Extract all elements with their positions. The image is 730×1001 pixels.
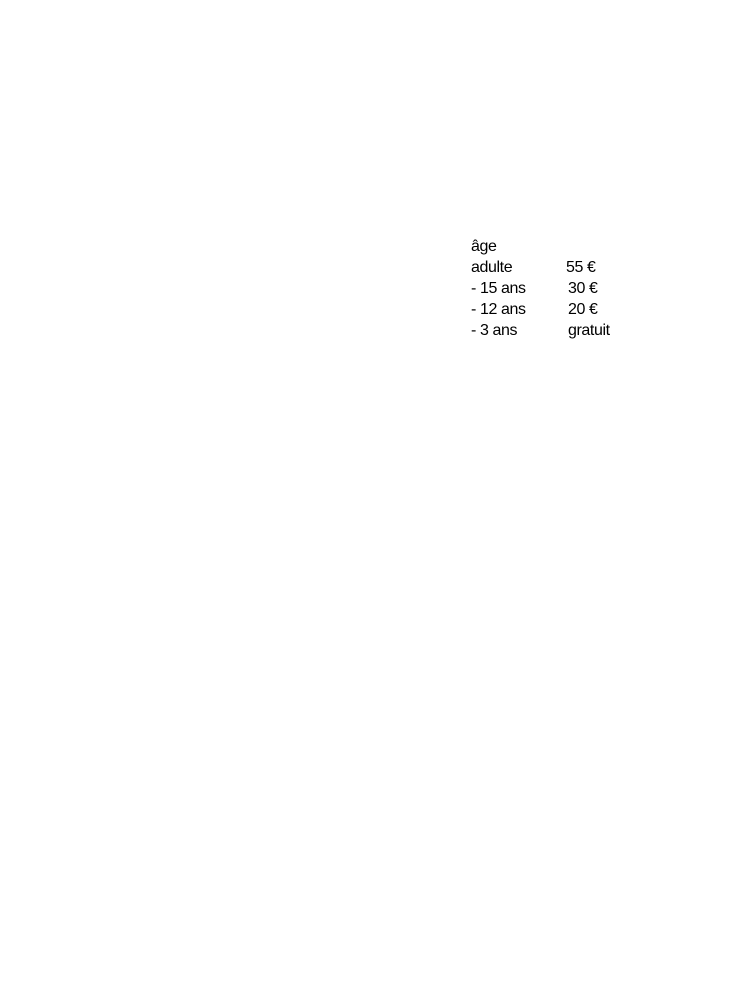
price-row-3-ans — [471, 320, 641, 341]
price-row-15-ans — [471, 278, 641, 299]
price-row-adulte — [471, 257, 641, 278]
price-row-12-ans — [471, 299, 641, 320]
price-value: gratuit — [568, 322, 610, 339]
price-value: 30 € — [568, 280, 598, 297]
age-label: - 12 ans — [471, 301, 526, 318]
price-value: 55 € — [566, 259, 596, 276]
age-label: - 15 ans — [471, 280, 526, 297]
age-label: adulte — [471, 259, 513, 276]
age-column-header: âge — [471, 238, 497, 255]
price-value: 20 € — [568, 301, 598, 318]
price-table — [471, 236, 641, 341]
price-table-header-row — [471, 236, 641, 257]
age-label: - 3 ans — [471, 322, 518, 339]
